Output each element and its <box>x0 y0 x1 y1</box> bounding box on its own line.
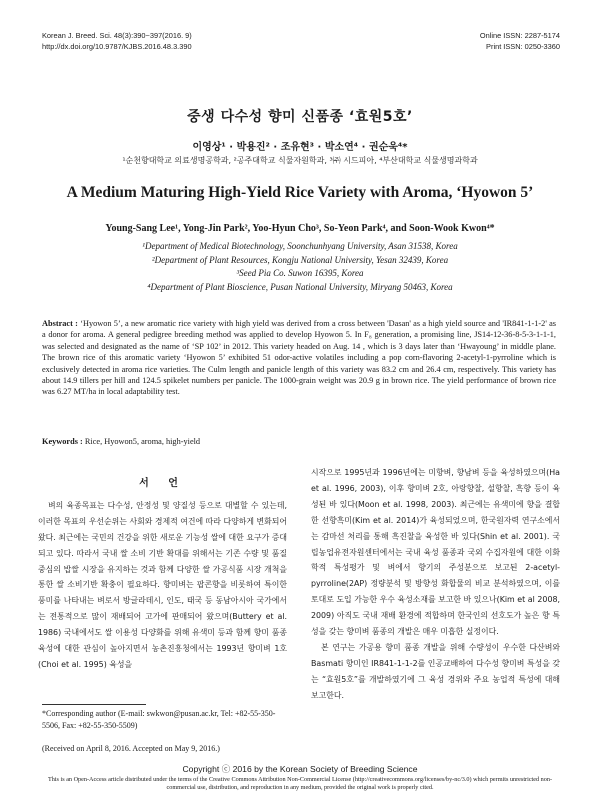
keywords-text: Rice, Hyowon5, aroma, high-yield <box>84 437 201 446</box>
copyright-line: Copyright ⓒ 2016 by the Korean Society of Breeding Science <box>182 764 418 774</box>
korean-authors: 이영상¹ · 박용진² · 조유현³ · 박소연⁴ · 권순욱⁴* <box>192 142 408 153</box>
english-authors: Young-Sang Lee¹, Yong-Jin Park², Yoo-Hyun Cho³, So-Yeon Park⁴, and Soon-Wook Kwon⁴* <box>105 223 495 234</box>
abstract <box>42 318 556 398</box>
journal-citation: Korean J. Breed. Sci. 48(3):390~397(2016. 9) <box>42 31 192 40</box>
journal-header <box>42 30 192 52</box>
english-title: A Medium Maturing High-Yield Rice Variety with Aroma, ‘Hyowon 5’ <box>66 184 534 201</box>
section-title-introduction: 서 언 <box>139 478 186 489</box>
korean-title: 중생 다수성 향미 신품종 ‘효원5호’ <box>187 109 413 125</box>
body-left-column <box>38 462 287 673</box>
corresponding-author-note: *Corresponding author (E-mail: swkwon@pusan.ac.kr, Tel: +82-55-350-5506, Fax: +82-55-350-5509) <box>42 709 276 730</box>
affiliation-2: ²Department of Plant Resources, Kongju National University, Yesan 32439, Korea <box>151 254 449 265</box>
print-issn: Print ISSN: 0250-3360 <box>486 42 560 51</box>
keywords <box>42 437 556 446</box>
body-right-column <box>311 465 560 704</box>
online-issn: Online ISSN: 2287-5174 <box>479 31 560 40</box>
issn-header <box>480 30 560 52</box>
abstract-label: Abstract : <box>42 319 78 328</box>
abstract-text: ‘Hyowon 5’, a new aromatic rice variety with high yield was derived from a cross between 'Dasan' as a high yield source and 'IR841-1-1-2' as a donor for aroma. A general pedigree breeding method was applied to develop Hyowon 5. In F₈ generation, a promising line, JS14-12-36-8-5-3-1-1-1, was selected and designated as the name of ‘SP 102’ in 2012. This variety headed on Aug. 14 , which is 3 days later than ‘Hwayoung’ in middle plane. The brown rice of this aromatic variety ‘Hyowon 5’ exhibited 51 odor-active volatiles including a pop corn-flavoring 2-acetyl-1-pyrroline which is exclusively detected in aroma rice varieties. The Culm length and panicle length of this variety was 83.2 cm and 26.4 cm, respectively. This variety has about 14.9 tillers per hill and 124.5 spikelet numbers per panicle. The 1000-grain weight was 20.9 g in brown rice. The yield performance of brown rice was 6.27 MT/ha in local adaptability test. <box>42 319 556 397</box>
intro-paragraph-1-cont: 시작으로 1995년과 1996년에는 미향벼, 향남벼 등을 육성하였으며(Ha et al. 1996, 2003), 이후 향미벼 2호, 아랑향찰, 설향찰, 흑향 등이 육성된 바 있다(Moon et al. 1998, 2003). 최근에는 유색미에 향을 결합한 선향흑미(Kim et al. 2014)가 육성되었으며, 한국원자력 연구소에서는 감마선 처리를 통해 흑진찰을 육성한 바 있다(Shin et al. 2001). 국립농업유전자원센터에서는 국내 육성 품종과 국외 수집자원에 대한 이화학적 특성평가 및 벼에서 향기의 주성분으로 보고된 2-acetyl-pyrroline(2AP) 정량분석 및 방향성 화합물의 비교 분석하였으며, 이를 토대로 도입 가능한 우수 육성소재를 보고한 바 있으나(Kim et al 2008, 2009) 아직도 국내 재배 환경에 적합하며 한국인의 선호도가 높은 향 특성을 갖는 향미벼 품종의 개발은 매우 미흡한 실정이다. <box>311 468 560 637</box>
license-text: This is an Open-Access article distributed under the terms of the Creative Commons Attribution Non-Commercial License (http://creativecommons.org/licenses/by-nc/3.0) which permits unrestricted non-commercial use, distribution, and reproduction in any medium, provided the original work is properly cited. <box>47 776 553 791</box>
affiliation-4: ⁴Department of Plant Bioscience, Pusan National University, Miryang 50463, Korea <box>147 281 453 292</box>
korean-affiliations: ¹순천향대학교 의료생명공학과, ²공주대학교 식물자원학과, ³㈜ 시드피아, ⁴부산대학교 식물생명과학과 <box>122 156 478 165</box>
received-dates: (Received on April 8, 2016. Accepted on May 9, 2016.) <box>42 744 220 753</box>
affiliation-3: ³Seed Pia Co. Suwon 16395, Korea <box>236 268 364 278</box>
footnote-divider <box>42 704 146 705</box>
keywords-label: Keywords : <box>42 437 83 446</box>
intro-paragraph-2: 본 연구는 가공용 향미 품종 개발을 위해 수량성이 우수한 다산벼와 Basmati 향미인 IR841-1-1-2를 인공교배하여 다수성 향미벼 특성을 갖는 “효원5호”를 개발하였기에 그 육성 경위와 주요 농업적 특성에 대해 보고한다. <box>311 642 560 700</box>
intro-paragraph-1: 벼의 육종목표는 다수성, 안정성 및 양질성 등으로 대별할 수 있는데, 이러한 목표의 우선순위는 사회와 경제적 여건에 따라 다양하게 변화되어 왔다. 최근에는 국민의 건강을 위한 새로운 기능성 쌀에 대한 요구가 증대되고 있다. 따라서 국내 쌀 소비 기반 확대를 위해서는 기존 수량 및 품질 중심의 밥쌀 시장을 유지하는 것과 함께 다양한 쌀 가공식품 시장 개척을 통한 쌀 소비기반 확충이 필요하다. 향미벼는 팝콘향을 비롯하여 특이한 풍미를 나타내는 벼로서 방글라데시, 인도, 태국 등 동남아시아 국가에서는 전통적으로 많이 재배되어 고가에 판매되어 왔으며(Buttery et al. 1986) 국내에서도 쌀 이용성 다양화를 위해 유색미 등과 함께 향미 품종육성에 대한 관심이 높아지면서 농촌진흥청에서는 1993년 향미벼 1호(Choi et al. 1995) 육성을 <box>38 500 287 669</box>
doi-link[interactable]: http://dx.doi.org/10.9787/KJBS.2016.48.3.390 <box>42 42 192 51</box>
affiliation-1: ¹Department of Medical Biotechnology, Soonchunhyang University, Asan 31538, Korea <box>142 241 458 251</box>
english-affiliations <box>0 240 600 294</box>
